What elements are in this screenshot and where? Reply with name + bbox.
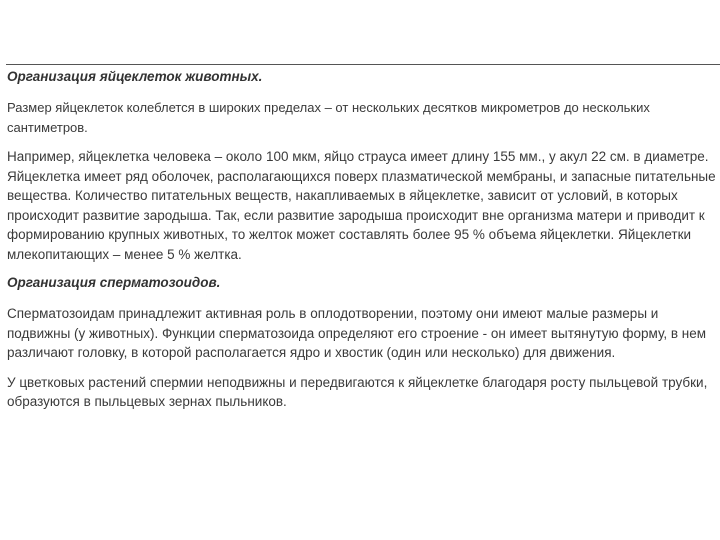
top-divider	[6, 64, 720, 65]
section-heading-eggs: Организация яйцеклеток животных.	[7, 69, 263, 84]
paragraph-egg-examples: Например, яйцеклетка человека – около 100 мкм, яйцо страуса имеет длину 155 мм., у акул 22 см. в диаметре. Яйцеклетка имеет ряд оболочек, располагающихся поверх плазматической мембраны, и запасные питательные вещества. Количество питательных веществ, накапливаемых в яйцеклетке, зависит от условий, в которых происходит развитие зародыша. Так, если развитие зародыша происходит вне организма матери и приводит к формированию крупных животных, то желток может составлять более 95 % объема яйцеклетки. Яйцеклетки млекопитающих – менее 5 % желтка.	[7, 149, 716, 262]
document-body	[7, 68, 720, 413]
paragraph-egg-size: Размер яйцеклеток колеблется в широких пределах – от нескольких десятков микрометров до нескольких сантиметров.	[7, 100, 650, 135]
section-heading-sperm: Организация сперматозоидов.	[7, 275, 221, 290]
paragraph-plant-sperm: У цветковых растений спермии неподвижны и передвигаются к яйцеклетке благодаря росту пыльцевой трубки, образуются в пыльцевых зернах пыльников.	[7, 374, 708, 409]
paragraph-sperm-function: Сперматозоидам принадлежит активная роль в оплодотворении, поэтому они имеют малые размеры и подвижны (у животных). Функции сперматозоида определяют его строение - он имеет вытянутую форму, в нем различают головку, в которой располагается ядро и хвостик (один или несколько) для движения.	[7, 306, 707, 360]
